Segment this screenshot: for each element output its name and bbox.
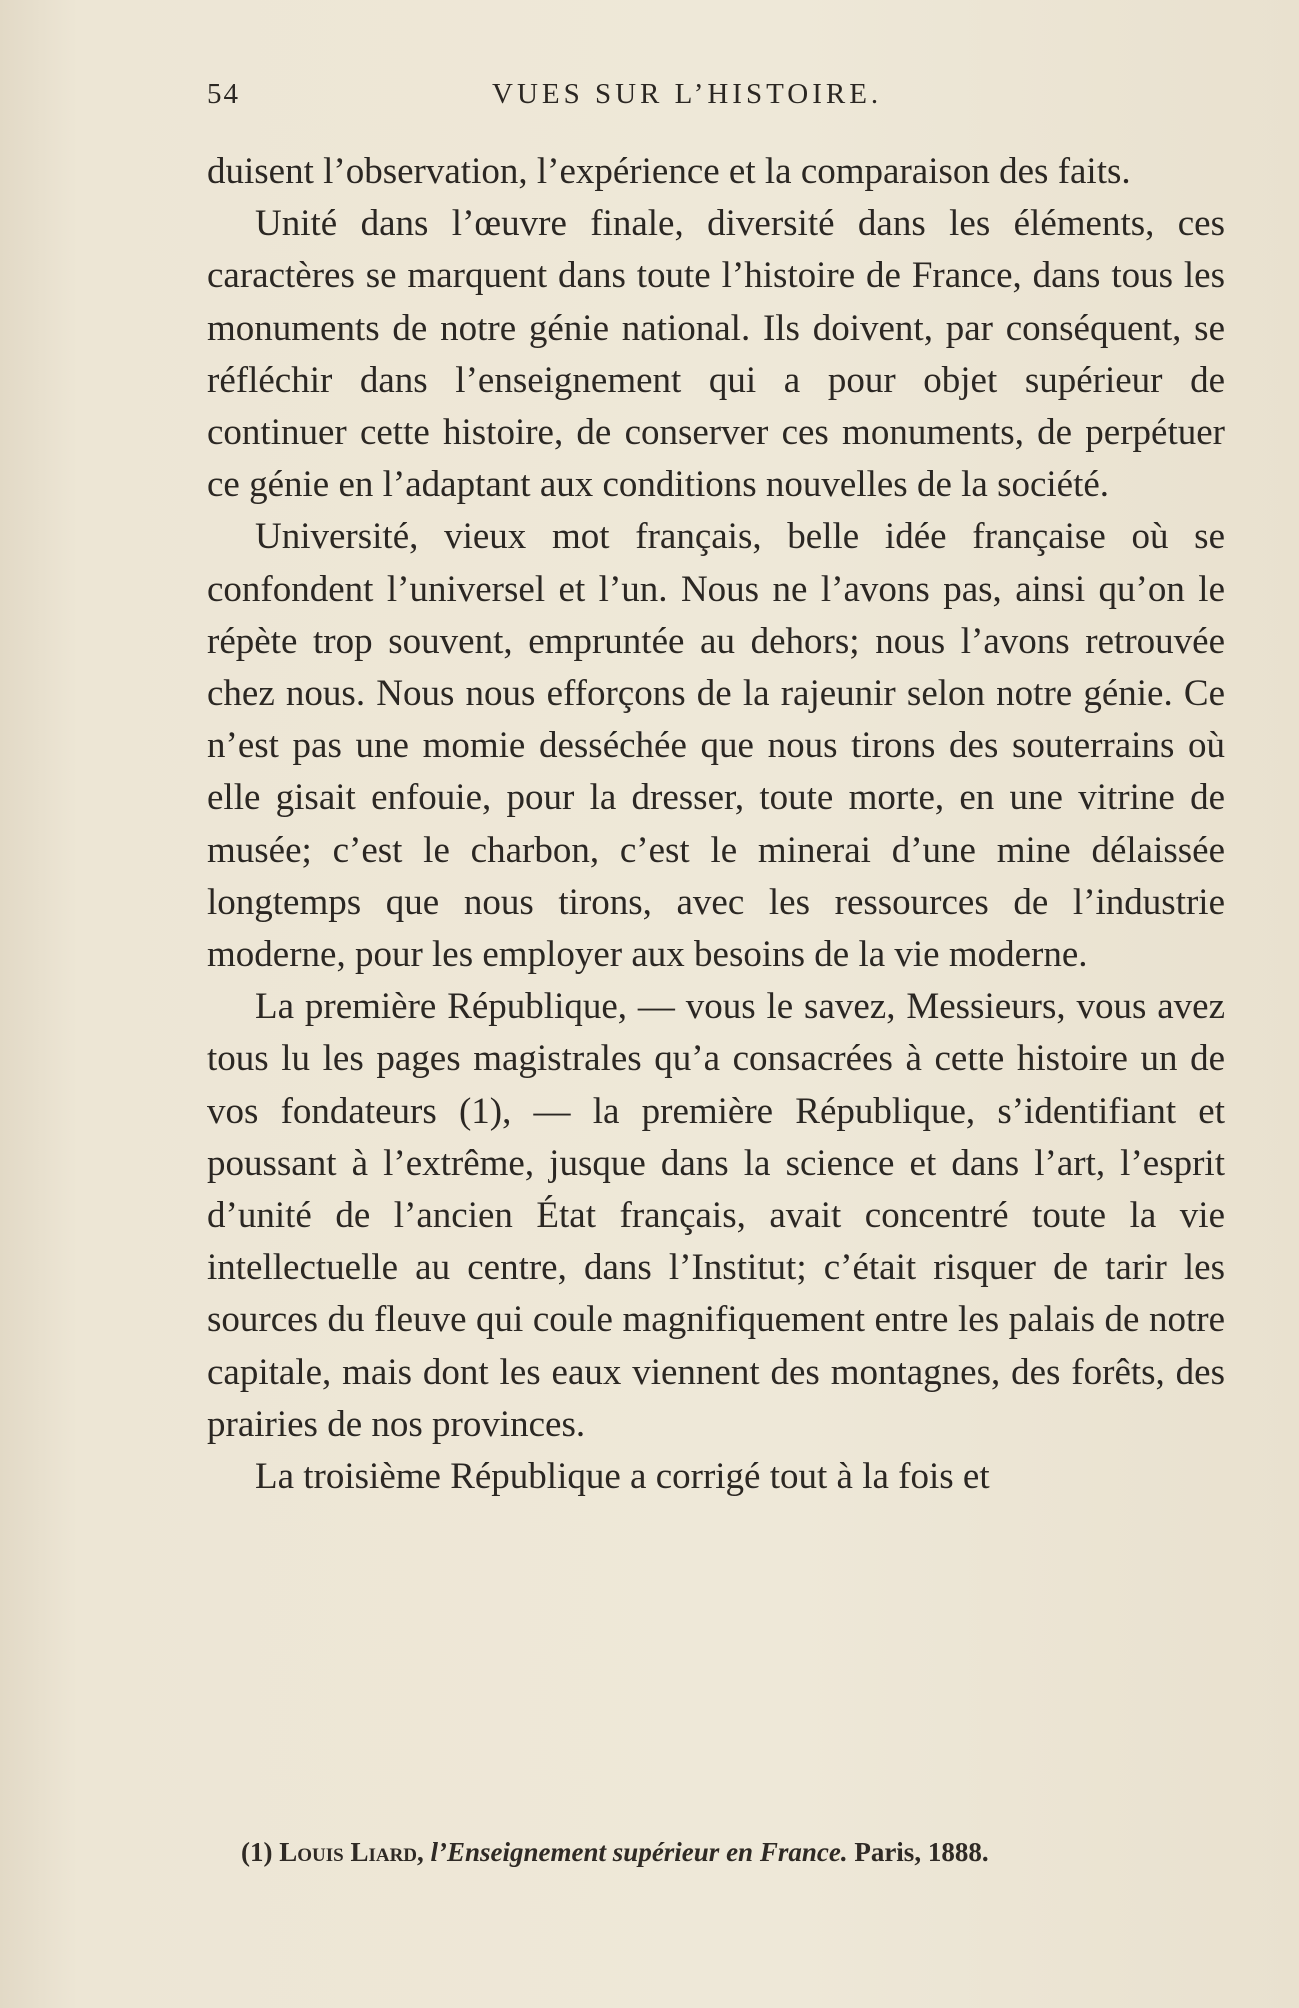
footnote-marker: (1) bbox=[241, 1837, 273, 1867]
page-header bbox=[207, 78, 1231, 118]
paragraph-troisieme-republique: La troisième République a corrigé tout à la fois et bbox=[255, 1456, 990, 1498]
footnote-work: l’Enseignement supérieur en France. bbox=[430, 1837, 848, 1867]
footnote-place-year: Paris, 1888. bbox=[854, 1837, 989, 1867]
running-title: VUES SUR L’HISTOIRE. bbox=[492, 78, 883, 110]
paragraph-universite: Université, vieux mot français, belle idée française où se confondent l’universel et l’un. Nous ne l’avons pas, ainsi qu’on le répète trop souvent, empruntée au dehors; nous l’avons retrouvée chez nous. Nous nous efforçons de la rajeunir selon notre génie. Ce n’est pas une momie desséchée que nous tirons des souterrains où elle gisait enfouie, pour la dresser, toute morte, en une vitrine de musée; c’est le charbon, c’est le minerai d’une mine délaissée longtemps que nous tirons, avec les ressources de l’industrie moderne, pour les employer aux besoins de la vie moderne. bbox=[207, 516, 1225, 976]
paragraph-premiere-republique: La première République, — vous le savez, Messieurs, vous avez tous lu les pages magistrales qu’a consacrées à cette histoire un de vos fondateurs (1), — la première République, s’identifiant et poussant à l’extrême, jusque dans la science et dans l’art, l’esprit d’unité de l’ancien État français, avait concentré toute la vie intellectuelle au centre, dans l’Institut; c’était risquer de tarir les sources du fleuve qui coule magnifiquement entre les palais de notre capitale, mais dont les eaux viennent des montagnes, des forêts, des prairies de nos provinces. bbox=[207, 986, 1225, 1445]
footnote-author: Louis Liard, bbox=[279, 1837, 424, 1867]
body-text bbox=[207, 146, 1225, 1503]
footnote bbox=[241, 1834, 1221, 1870]
paragraph-continuation: duisent l’observation, l’expérience et la comparaison des faits. bbox=[207, 151, 1131, 192]
page-number: 54 bbox=[207, 78, 240, 110]
paragraph-unite: Unité dans l’œuvre finale, diversité dans les éléments, ces caractères se marquent dans toute l’histoire de France, dans tous les monuments de notre génie national. Ils doivent, par conséquent, se réfléchir dans l’enseignement qui a pour objet supérieur de continuer cette histoire, de conserver ces monuments, de perpétuer ce génie en l’adaptant aux conditions nouvelles de la société. bbox=[207, 203, 1225, 506]
